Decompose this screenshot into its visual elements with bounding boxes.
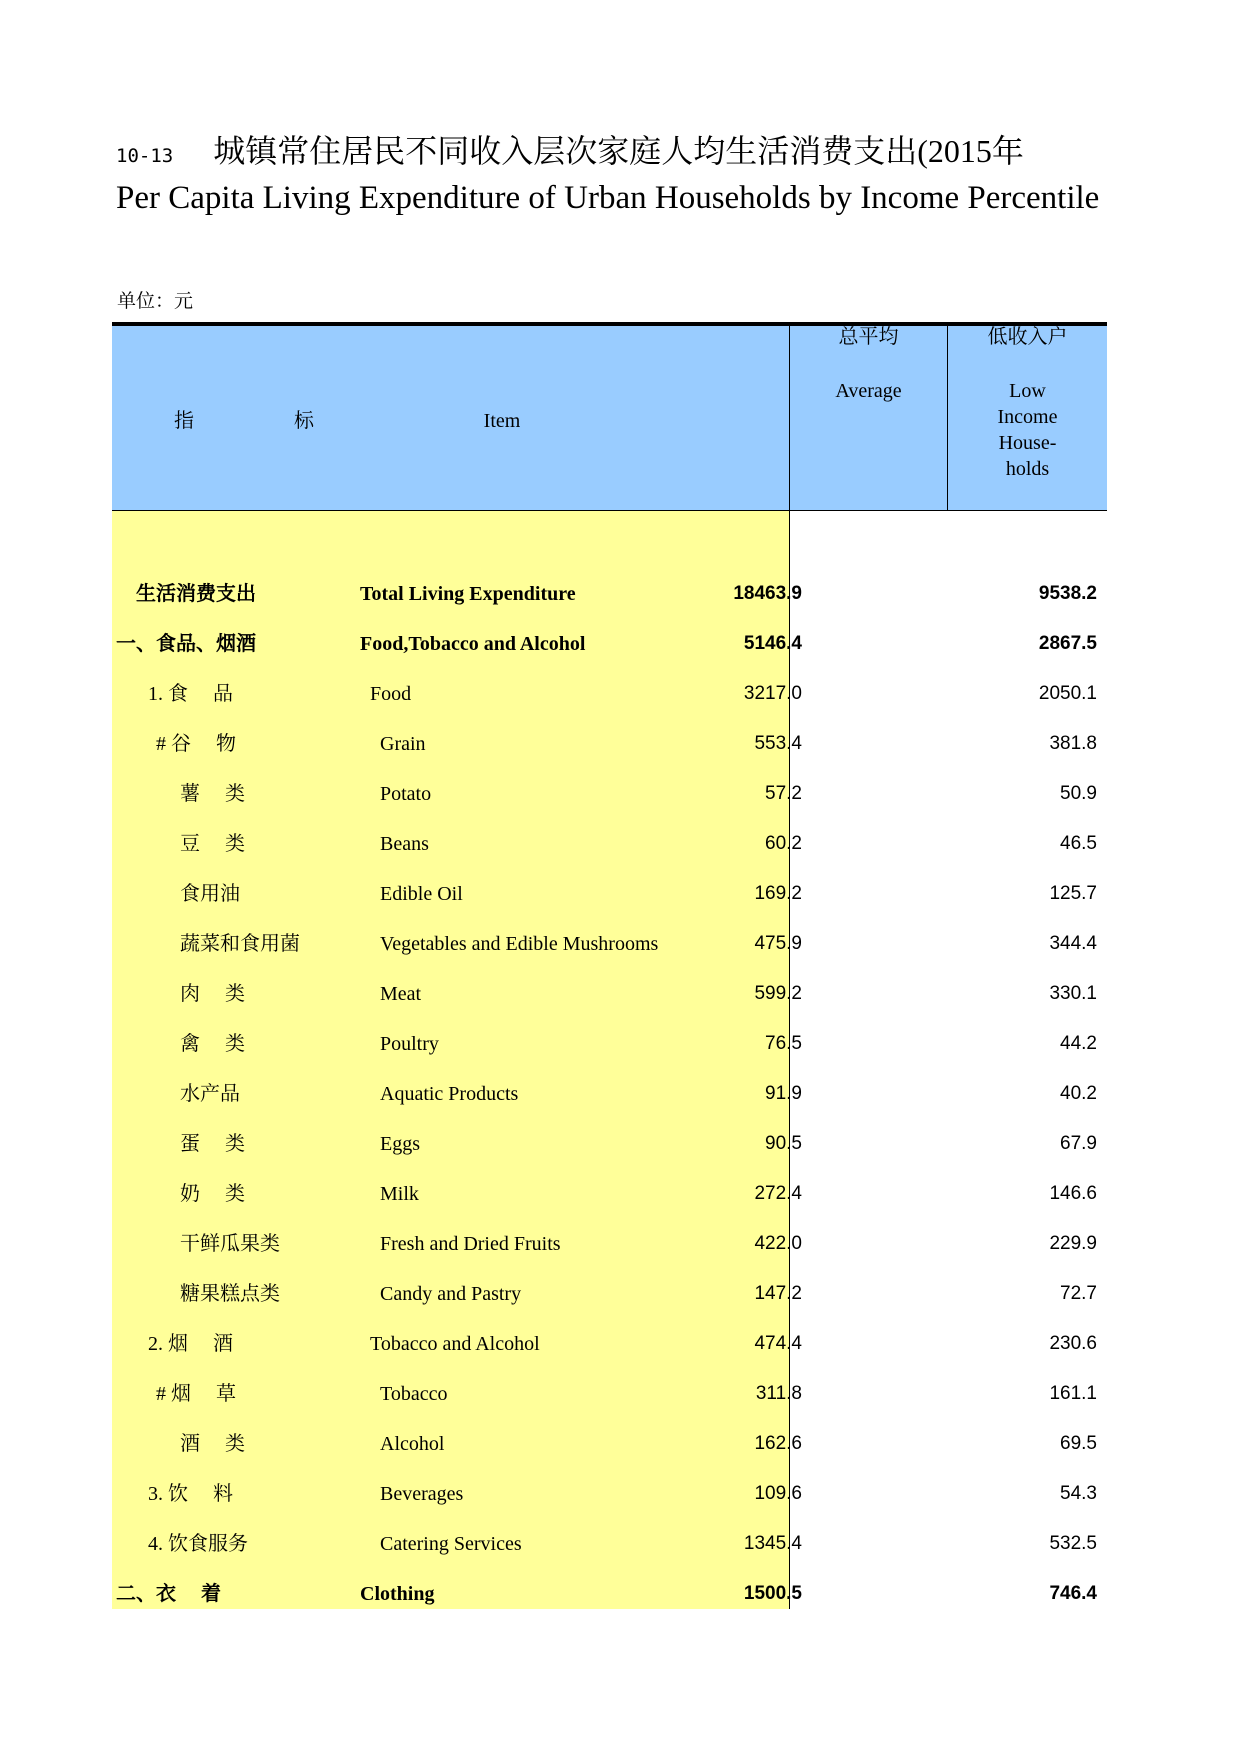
row-low-income: 344.4 xyxy=(1049,933,1097,954)
table-row xyxy=(112,569,1107,619)
row-average: 162.6 xyxy=(754,1433,802,1454)
row-label-en: Food,Tobacco and Alcohol xyxy=(360,633,586,655)
row-label-en: Alcohol xyxy=(380,1433,445,1455)
row-label-en: Tobacco and Alcohol xyxy=(370,1333,540,1355)
row-label-en: Beans xyxy=(380,833,429,855)
row-label-en: Milk xyxy=(380,1183,419,1205)
table-row xyxy=(112,969,1107,1019)
table-row xyxy=(112,869,1107,919)
row-label-cn: 薯 类 xyxy=(180,783,245,805)
row-label-en: Meat xyxy=(380,983,422,1005)
row-low-income: 146.6 xyxy=(1049,1183,1097,1204)
table-row xyxy=(112,719,1107,769)
header-line: holds xyxy=(1005,458,1050,480)
table-row xyxy=(112,1519,1107,1569)
row-average: 599.2 xyxy=(754,983,802,1004)
table-body xyxy=(112,511,1107,1609)
row-low-income: 72.7 xyxy=(1060,1283,1097,1304)
row-label-en: Beverages xyxy=(380,1483,464,1505)
row-low-income: 50.9 xyxy=(1060,783,1097,804)
header-average-en: Average xyxy=(835,380,902,402)
row-average: 18463.9 xyxy=(733,583,802,604)
row-low-income: 532.5 xyxy=(1049,1533,1097,1554)
row-low-income: 9538.2 xyxy=(1038,583,1097,604)
table-row xyxy=(112,769,1107,819)
row-label-cn: 生活消费支出 xyxy=(136,583,256,605)
row-label-en: Candy and Pastry xyxy=(380,1283,522,1305)
row-average: 553.4 xyxy=(754,733,802,754)
row-low-income: 2867.5 xyxy=(1038,633,1097,654)
table-row xyxy=(112,819,1107,869)
row-label-en: Catering Services xyxy=(380,1533,522,1555)
row-label-cn: 二、衣 着 xyxy=(116,1583,221,1605)
row-low-income: 161.1 xyxy=(1049,1383,1097,1404)
row-label-en: Food xyxy=(370,683,412,705)
row-average: 76.5 xyxy=(765,1033,802,1054)
data-table xyxy=(112,322,1107,1609)
row-label-en: Poultry xyxy=(380,1033,439,1055)
row-average: 1345.4 xyxy=(743,1533,802,1554)
table-row xyxy=(112,919,1107,969)
unit-label: 单位：元 xyxy=(117,291,194,312)
row-low-income: 54.3 xyxy=(1060,1483,1097,1504)
row-average: 272.4 xyxy=(754,1183,802,1204)
row-low-income: 229.9 xyxy=(1049,1233,1097,1254)
header-line: House- xyxy=(998,432,1057,454)
row-low-income: 330.1 xyxy=(1049,983,1097,1004)
row-label-en: Fresh and Dried Fruits xyxy=(380,1233,561,1255)
row-low-income: 381.8 xyxy=(1049,733,1097,754)
row-average: 3217.0 xyxy=(743,683,802,704)
row-average: 91.9 xyxy=(765,1083,802,1104)
row-low-income: 2050.1 xyxy=(1038,683,1097,704)
row-label-cn: 糖果糕点类 xyxy=(180,1283,280,1305)
title-cn-text: 城镇常住居民不同收入层次家庭人均生活消费支出(2015年 xyxy=(213,133,1024,169)
row-average: 57.2 xyxy=(765,783,802,804)
row-average: 60.2 xyxy=(765,833,802,854)
row-label-cn: 奶 类 xyxy=(180,1183,245,1205)
row-average: 147.2 xyxy=(754,1283,802,1304)
row-label-en: Total Living Expenditure xyxy=(360,583,576,605)
divider xyxy=(789,326,790,510)
row-label-cn: 禽 类 xyxy=(180,1033,245,1055)
row-average: 311.8 xyxy=(755,1383,802,1404)
table-number: 10-13 xyxy=(116,145,174,167)
row-label-cn: 肉 类 xyxy=(180,983,245,1005)
row-label-cn: 豆 类 xyxy=(180,833,245,855)
row-label-en: Edible Oil xyxy=(380,883,463,905)
row-low-income: 125.7 xyxy=(1049,883,1097,904)
table-row xyxy=(112,1319,1107,1369)
row-label-en: Aquatic Products xyxy=(380,1083,519,1105)
row-label-cn: 食用油 xyxy=(180,883,240,905)
row-low-income: 44.2 xyxy=(1060,1033,1097,1054)
row-label-cn: 4. 饮食服务 xyxy=(148,1533,248,1555)
header-item: Item xyxy=(483,410,521,432)
row-average: 475.9 xyxy=(754,933,802,954)
title-en: Per Capita Living Expenditure of Urban Households by Income Percentile xyxy=(116,180,1100,216)
table-row xyxy=(112,1419,1107,1469)
row-average: 1500.5 xyxy=(743,1583,802,1604)
row-low-income: 67.9 xyxy=(1060,1133,1097,1154)
table-row xyxy=(112,1019,1107,1069)
table-row xyxy=(112,1219,1107,1269)
row-low-income: 746.4 xyxy=(1049,1583,1097,1604)
table-row xyxy=(112,1469,1107,1519)
header-indicator: 指 标 xyxy=(174,410,314,432)
table-row xyxy=(112,619,1107,669)
table-row xyxy=(112,1119,1107,1169)
row-low-income: 46.5 xyxy=(1060,833,1097,854)
header-line: Low xyxy=(1009,380,1046,402)
header-low-cn: 低收入户 xyxy=(987,326,1068,348)
table-row xyxy=(112,1569,1107,1619)
row-average: 109.6 xyxy=(754,1483,802,1504)
row-label-cn: 一、食品、烟酒 xyxy=(116,633,256,655)
row-label-cn: 水产品 xyxy=(180,1083,240,1105)
row-average: 90.5 xyxy=(765,1133,802,1154)
row-label-cn: 2. 烟 酒 xyxy=(148,1333,233,1355)
table-row xyxy=(112,1069,1107,1119)
row-label-en: Vegetables and Edible Mushrooms xyxy=(380,933,659,955)
header-average-cn: 总平均 xyxy=(838,326,899,348)
row-low-income: 230.6 xyxy=(1049,1333,1097,1354)
row-label-cn: 酒 类 xyxy=(180,1433,245,1455)
table-row xyxy=(112,669,1107,719)
row-label-en: Eggs xyxy=(380,1133,420,1155)
header-low-en xyxy=(948,378,1107,482)
row-low-income: 40.2 xyxy=(1060,1083,1097,1104)
row-average: 169.2 xyxy=(754,883,802,904)
table-row xyxy=(112,1169,1107,1219)
row-label-cn: 蛋 类 xyxy=(180,1133,245,1155)
table-row xyxy=(112,1269,1107,1319)
row-label-cn: 干鲜瓜果类 xyxy=(180,1233,280,1255)
row-label-en: Clothing xyxy=(360,1583,435,1605)
header-line: Income xyxy=(997,406,1058,428)
row-label-cn: # 烟 草 xyxy=(156,1383,236,1405)
row-label-cn: 1. 食 品 xyxy=(148,683,233,705)
row-label-cn: # 谷 物 xyxy=(156,733,236,755)
row-low-income: 69.5 xyxy=(1060,1433,1097,1454)
row-label-en: Tobacco xyxy=(380,1383,448,1405)
row-average: 474.4 xyxy=(754,1333,802,1354)
row-average: 5146.4 xyxy=(743,633,802,654)
row-label-cn: 蔬菜和食用菌 xyxy=(180,933,300,955)
table-header xyxy=(112,326,1107,511)
title-cn xyxy=(116,126,1107,172)
row-label-en: Potato xyxy=(380,783,432,805)
table-row xyxy=(112,1369,1107,1419)
row-average: 422.0 xyxy=(754,1233,802,1254)
row-label-en: Grain xyxy=(380,733,426,755)
row-label-cn: 3. 饮 料 xyxy=(148,1483,233,1505)
